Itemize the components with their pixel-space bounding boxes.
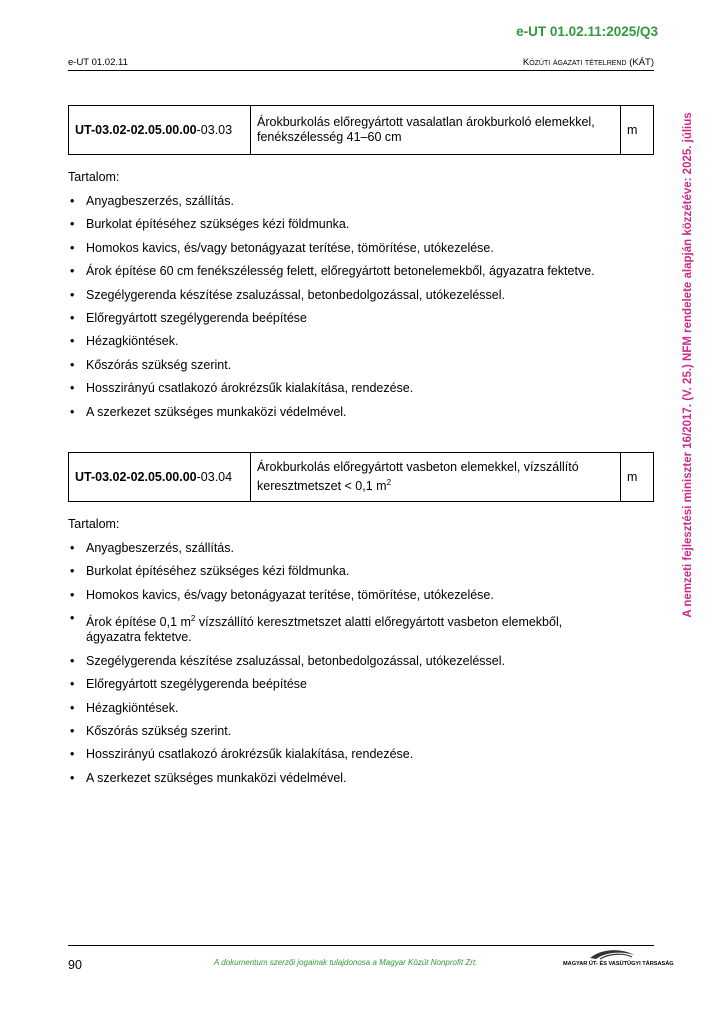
bullet-icon: • [70,564,75,579]
bullet-icon: • [70,310,75,325]
page-number: 90 [68,958,82,972]
list-item: • Hosszirányú csatlakozó árokrézsűk kialakítása, rendezése. [70,747,414,762]
list-item: • Előregyártott szegélygerenda beépítése [70,310,307,325]
content-list-2 [68,541,654,794]
list-item: • Homokos kavics, és/vagy betonágyazat terítése, tömörítése, utókezelése. [70,587,494,602]
header-right-title [523,57,654,68]
item-description: Árokburkolás előregyártott vasbeton elemekkel, vízszállító keresztmetszet < 0,1 $m^2$ [251,453,621,502]
bullet-icon: • [70,217,75,232]
bullet-icon: • [70,587,75,602]
list-item: • Kőszórás szükség szerint. [70,723,232,738]
list-item: • Burkolat építéséhez szükséges kézi földmunka. [70,217,350,232]
content-list-1 [68,194,654,428]
content-label: Tartalom: [68,170,120,184]
item-table-1 [68,105,654,155]
list-item: • Hézagkiöntések. [70,334,179,349]
logo-text: MAGYAR ÚT- ÉS VASÚTÜGYI TÁRSASÁG [563,961,674,967]
bullet-icon: • [70,240,75,255]
bullet-icon: • [70,700,75,715]
side-publication-note: A nemzeti fejlesztési miniszter 16/2017. (V. 25.) NFM rendelete alapján közzétéve: 2025. július [682,112,694,618]
list-item: • A szerkezet szükséges munkaközi védelmével. [70,770,347,785]
bullet-icon: • [70,287,75,302]
bullet-icon: • [70,747,75,762]
bullet-icon: • [70,264,75,279]
bullet-icon: • [70,381,75,396]
list-item: • Hézagkiöntések. [70,700,179,715]
copyright-notice: A dokumentum szerzői jogainak tulajdonosa a Magyar Közút Nonprofit Zrt. [214,958,478,967]
bullet-icon: • [70,723,75,738]
header-divider [68,70,654,71]
list-item: • Árok építése 0,1 $m^2$ vízszállító keresztmetszet alatti előregyártott vasbeton elemekből, ágyazatra fektetve. [70,611,563,645]
list-item: • Szegélygerenda készítése zsaluzással, betonbedolgozással, utókezeléssel. [70,287,506,302]
list-item: • Anyagbeszerzés, szállítás. [70,194,234,208]
bullet-icon: • [70,770,75,785]
list-item: • Előregyártott szegélygerenda beépítése [70,677,307,692]
header-title-text: Közúti ágazati tételrend [522,57,627,68]
item-unit: m [621,106,654,155]
list-item: • A szerkezet szükséges munkaközi védelmével. [70,404,347,419]
list-item: • Anyagbeszerzés, szállítás. [70,541,234,555]
bullet-icon: • [70,677,75,692]
bullet-icon: • [70,611,75,626]
bullet-icon: • [70,194,75,208]
item-description: Árokburkolás előregyártott vasalatlan árokburkoló elemekkel, fenékszélesség 41–60 cm [251,106,621,155]
content-label: Tartalom: [68,517,120,531]
list-item: • Kőszórás szükség szerint. [70,357,232,372]
header-title-abbr: (KÁT) [629,57,654,68]
list-item: • Árok építése 60 cm fenékszélesség felett, előregyártott betonelemekből, ágyazatra fektetve. [70,264,595,279]
bullet-icon: • [70,357,75,372]
item-table-2 [68,452,654,502]
bullet-icon: • [70,404,75,419]
list-item: • Burkolat építéséhez szükséges kézi földmunka. [70,564,350,579]
document-code: e-UT 01.02.11:2025/Q3 [516,24,658,39]
list-item: • Hosszirányú csatlakozó árokrézsűk kialakítása, rendezése. [70,381,414,396]
item-code: UT-03.02-02.05.00.00-03.04 [69,453,251,502]
item-unit: m [621,453,654,502]
item-code: UT-03.02-02.05.00.00-03.03 [69,106,251,155]
header-left-code: e-UT 01.02.11 [68,57,128,68]
bullet-icon: • [70,334,75,349]
list-item: • Homokos kavics, és/vagy betonágyazat terítése, tömörítése, utókezelése. [70,240,494,255]
list-item: • Szegélygerenda készítése zsaluzással, betonbedolgozással, utókezeléssel. [70,653,506,668]
bullet-icon: • [70,541,75,555]
bullet-icon: • [70,653,75,668]
